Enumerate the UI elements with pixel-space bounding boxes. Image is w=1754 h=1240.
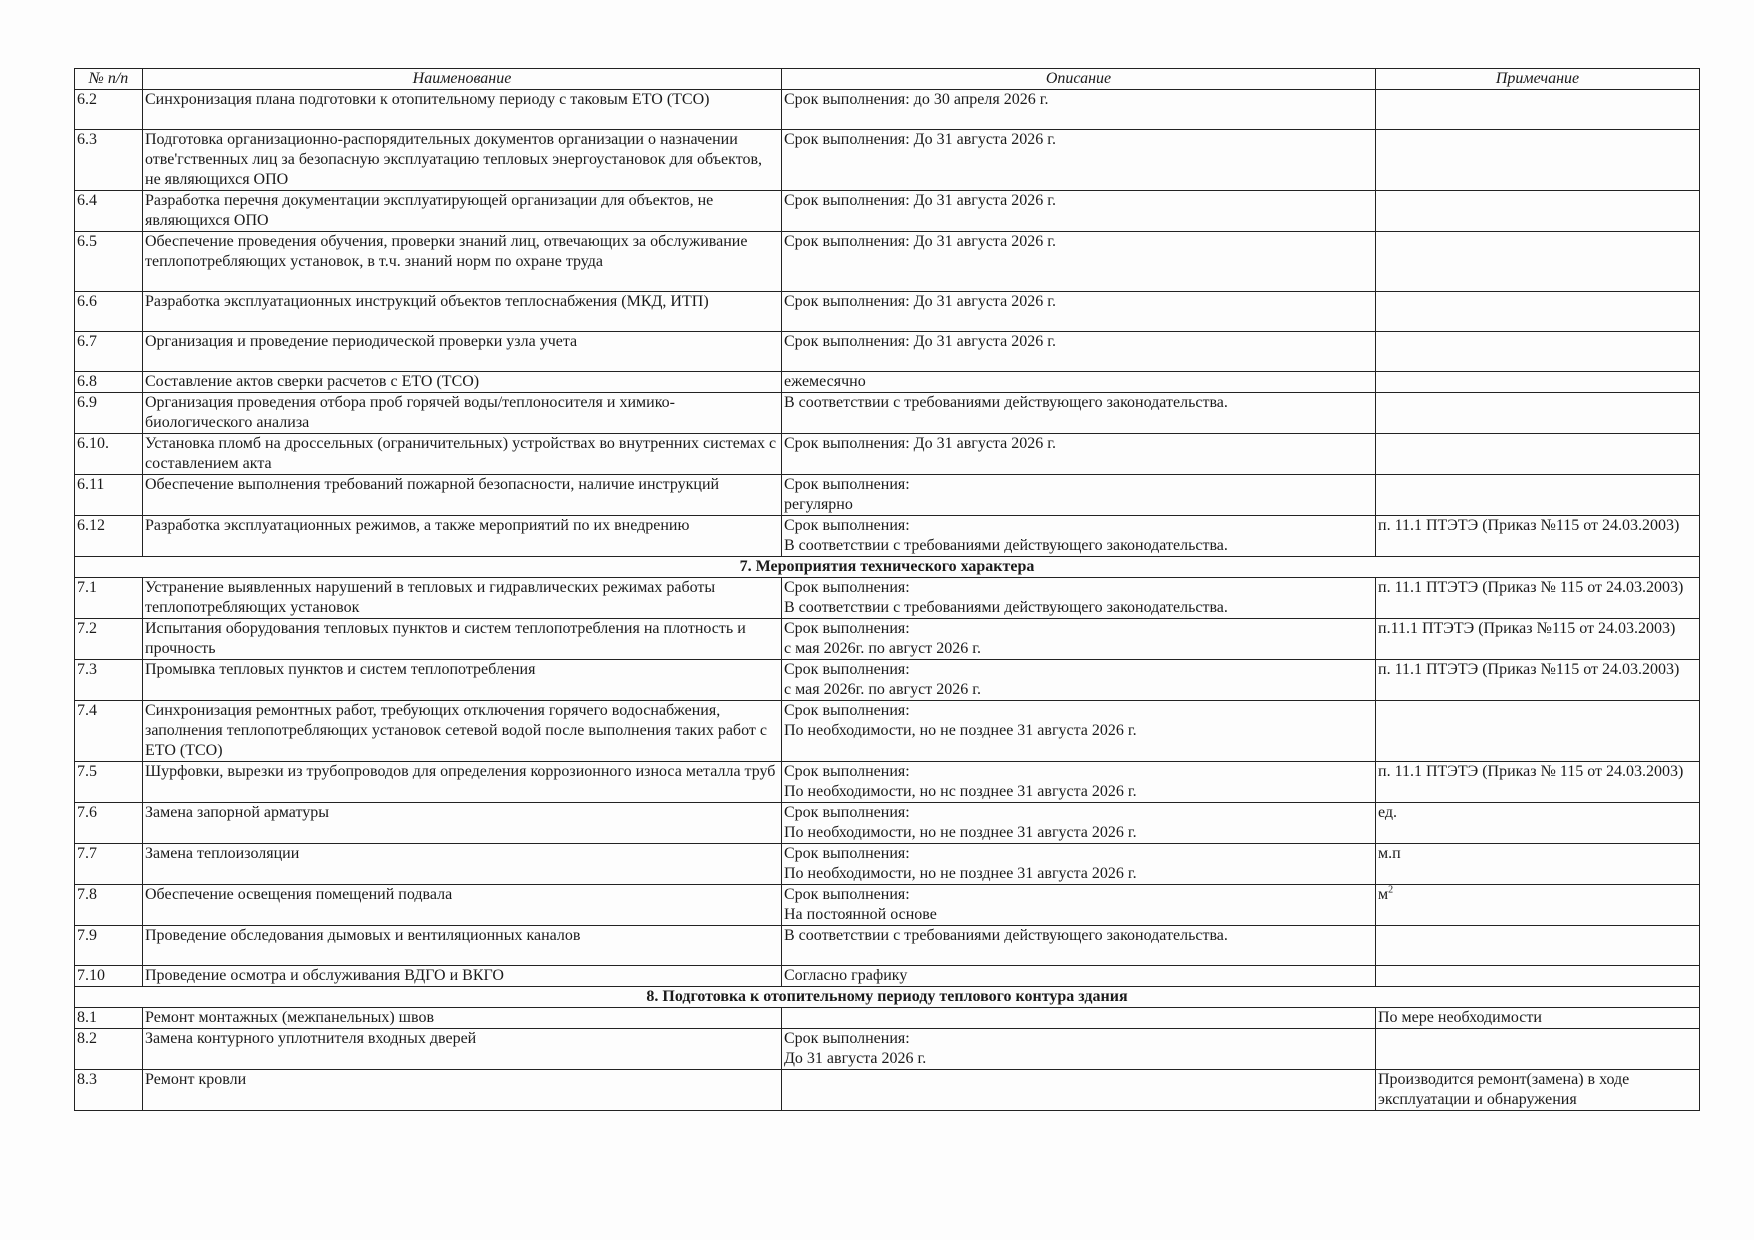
header-desc: Описание: [782, 69, 1376, 90]
row-name: Организация проведения отбора проб горячей воды/теплоносителя и химико-биологического анализа: [143, 393, 782, 434]
row-desc: [782, 475, 1376, 516]
row-num: 6.9: [75, 393, 143, 434]
row-num: 7.2: [75, 619, 143, 660]
desc-line: Срок выполнения:: [784, 886, 910, 903]
row-note: п. 11.1 ПТЭТЭ (Приказ №115 от 24.03.2003): [1376, 516, 1700, 557]
row-name: Синхронизация ремонтных работ, требующих отключения горячего водоснабжения, заполнения теплопотребляющих установок сетевой водой после выполнения таких работ с ЕТО (ТСО): [143, 701, 782, 762]
row-name: Шурфовки, вырезки из трубопроводов для определения коррозионного износа металла труб: [143, 762, 782, 803]
row-note: п.11.1 ПТЭТЭ (Приказ №115 от 24.03.2003): [1376, 619, 1700, 660]
row-name: Организация и проведение периодической проверки узла учета: [143, 332, 782, 372]
desc-line: Срок выполнения:: [784, 845, 910, 862]
table-row: [75, 844, 1700, 885]
row-name: Промывка тепловых пунктов и систем теплопотребления: [143, 660, 782, 701]
table-row: [75, 393, 1700, 434]
row-note: [1376, 475, 1700, 516]
row-desc: Согласно графику: [782, 966, 1376, 987]
row-name: Замена теплоизоляции: [143, 844, 782, 885]
row-note: п. 11.1 ПТЭТЭ (Приказ № 115 от 24.03.2003): [1376, 578, 1700, 619]
row-note: п. 11.1 ПТЭТЭ (Приказ № 115 от 24.03.2003): [1376, 762, 1700, 803]
row-num: 6.4: [75, 191, 143, 232]
desc-line: Срок выполнения:: [784, 579, 910, 596]
row-num: 8.2: [75, 1029, 143, 1070]
row-name: Замена контурного уплотнителя входных дверей: [143, 1029, 782, 1070]
table-row: [75, 1070, 1700, 1111]
row-name: Разработка перечня документации эксплуатирующей организации для объектов, не являющихся ОПО: [143, 191, 782, 232]
row-desc: [782, 660, 1376, 701]
row-name: Подготовка организационно-распорядительных документов организации о назначении отве'гственных лиц за безопасную эксплуатацию тепловых энергоустановок для объектов, не являющихся ОПО: [143, 130, 782, 191]
row-note: ед.: [1376, 803, 1700, 844]
table-row: [75, 1029, 1700, 1070]
row-desc: В соответствии с требованиями действующего законодательства.: [782, 926, 1376, 966]
header-num: № п/п: [75, 69, 143, 90]
row-desc: [782, 701, 1376, 762]
row-note: [1376, 191, 1700, 232]
row-desc: Срок выполнения: до 30 апреля 2026 г.: [782, 90, 1376, 130]
table-row: [75, 885, 1700, 926]
row-num: 7.8: [75, 885, 143, 926]
row-desc: [782, 1029, 1376, 1070]
row-note: [1376, 232, 1700, 292]
section-title: 7. Мероприятия технического характера: [75, 557, 1700, 578]
table-row: [75, 232, 1700, 292]
unit-exponent: 2: [1388, 884, 1394, 896]
table-header: [75, 69, 1700, 90]
row-note: [1376, 1029, 1700, 1070]
row-name: Установка пломб на дроссельных (ограничительных) устройствах во внутренних системах с составлением акта: [143, 434, 782, 475]
row-note: [1376, 701, 1700, 762]
row-name: Проведение осмотра и обслуживания ВДГО и ВКГО: [143, 966, 782, 987]
row-desc: ежемесячно: [782, 372, 1376, 393]
row-desc: [782, 844, 1376, 885]
desc-line: В соответствии с требованиями действующего законодательства.: [784, 537, 1228, 554]
desc-line: До 31 августа 2026 г.: [784, 1050, 927, 1067]
row-note: [1376, 393, 1700, 434]
header-name: Наименование: [143, 69, 782, 90]
row-note: [1376, 130, 1700, 191]
table-row: [75, 701, 1700, 762]
row-num: 6.10.: [75, 434, 143, 475]
row-note: [1376, 90, 1700, 130]
table-row: [75, 191, 1700, 232]
row-desc: Срок выполнения: До 31 августа 2026 г.: [782, 191, 1376, 232]
desc-line: По необходимости, но не позднее 31 августа 2026 г.: [784, 824, 1137, 841]
row-num: 7.4: [75, 701, 143, 762]
desc-line: Срок выполнения:: [784, 517, 910, 534]
row-note: [1376, 926, 1700, 966]
desc-line: На постоянной основе: [784, 906, 937, 923]
row-desc: [782, 516, 1376, 557]
table-row: [75, 130, 1700, 191]
row-name: Ремонт монтажных (межпанельных) швов: [143, 1008, 782, 1029]
desc-line: Срок выполнения:: [784, 763, 910, 780]
row-num: 7.3: [75, 660, 143, 701]
row-note: [1376, 434, 1700, 475]
row-note: м.п: [1376, 844, 1700, 885]
row-num: 7.10: [75, 966, 143, 987]
row-desc: В соответствии с требованиями действующего законодательства.: [782, 393, 1376, 434]
row-num: 6.11: [75, 475, 143, 516]
row-num: 7.5: [75, 762, 143, 803]
table-row: [75, 578, 1700, 619]
desc-line: с мая 2026г. по август 2026 г.: [784, 681, 981, 698]
row-name: Разработка эксплуатационных режимов, а также мероприятий по их внедрению: [143, 516, 782, 557]
table-row: [75, 1008, 1700, 1029]
row-desc: [782, 885, 1376, 926]
row-num: 6.6: [75, 292, 143, 332]
desc-line: регулярно: [784, 496, 853, 513]
table-row: [75, 966, 1700, 987]
desc-line: По необходимости, но нс позднее 31 августа 2026 г.: [784, 783, 1137, 800]
unit-label: м: [1378, 886, 1389, 903]
table-row: [75, 292, 1700, 332]
row-name: Обеспечение освещения помещений подвала: [143, 885, 782, 926]
row-num: 8.1: [75, 1008, 143, 1029]
table-row: [75, 619, 1700, 660]
desc-line: Срок выполнения:: [784, 804, 910, 821]
row-name: Обеспечение выполнения требований пожарной безопасности, наличие инструкций: [143, 475, 782, 516]
row-note: [1376, 292, 1700, 332]
row-name: Составление актов сверки расчетов с ЕТО (ТСО): [143, 372, 782, 393]
row-desc: [782, 1008, 1376, 1029]
row-num: 6.12: [75, 516, 143, 557]
desc-line: Срок выполнения:: [784, 620, 910, 637]
row-name: Замена запорной арматуры: [143, 803, 782, 844]
row-desc: [782, 803, 1376, 844]
row-desc: Срок выполнения: До 31 августа 2026 г.: [782, 332, 1376, 372]
table-row: [75, 516, 1700, 557]
desc-line: Срок выполнения:: [784, 702, 910, 719]
row-num: 7.9: [75, 926, 143, 966]
row-name: Разработка эксплуатационных инструкций объектов теплоснабжения (МКД, ИТП): [143, 292, 782, 332]
desc-line: По необходимости, но не позднее 31 августа 2026 г.: [784, 722, 1137, 739]
row-note: [1376, 332, 1700, 372]
desc-line: Срок выполнения:: [784, 1030, 910, 1047]
row-name: Испытания оборудования тепловых пунктов и систем теплопотребления на плотность и прочность: [143, 619, 782, 660]
row-num: 7.7: [75, 844, 143, 885]
row-name: Синхронизация плана подготовки к отопительному периоду с таковым ЕТО (ТСО): [143, 90, 782, 130]
row-desc: [782, 619, 1376, 660]
table-row: [75, 803, 1700, 844]
row-num: 7.1: [75, 578, 143, 619]
row-desc: Срок выполнения: До 31 августа 2026 г.: [782, 434, 1376, 475]
row-num: 8.3: [75, 1070, 143, 1111]
section-title: 8. Подготовка к отопительному периоду теплового контура здания: [75, 987, 1700, 1008]
row-num: 6.2: [75, 90, 143, 130]
table-row: [75, 90, 1700, 130]
table-row: [75, 475, 1700, 516]
row-num: 7.6: [75, 803, 143, 844]
row-note: Производится ремонт(замена) в ходе эксплуатации и обнаружения: [1376, 1070, 1700, 1111]
header-note: Примечание: [1376, 69, 1700, 90]
row-name: Обеспечение проведения обучения, проверки знаний лиц, отвечающих за обслуживание теплопотребляющих установок, в т.ч. знаний норм по охране труда: [143, 232, 782, 292]
table-row: [75, 434, 1700, 475]
desc-line: По необходимости, но не позднее 31 августа 2026 г.: [784, 865, 1137, 882]
row-num: 6.8: [75, 372, 143, 393]
row-desc: [782, 1070, 1376, 1111]
row-desc: [782, 762, 1376, 803]
row-num: 6.7: [75, 332, 143, 372]
table-row: [75, 372, 1700, 393]
row-note: По мере необходимости: [1376, 1008, 1700, 1029]
table-row: [75, 762, 1700, 803]
row-name: Проведение обследования дымовых и вентиляционных каналов: [143, 926, 782, 966]
row-desc: [782, 578, 1376, 619]
row-name: Устранение выявленных нарушений в тепловых и гидравлических режимах работы теплопотребляющих установок: [143, 578, 782, 619]
table-row: [75, 660, 1700, 701]
row-note: [1376, 966, 1700, 987]
desc-line: Срок выполнения:: [784, 476, 910, 493]
row-note: [1376, 372, 1700, 393]
row-name: Ремонт кровли: [143, 1070, 782, 1111]
section-header: [75, 557, 1700, 578]
row-num: 6.5: [75, 232, 143, 292]
row-desc: Срок выполнения: До 31 августа 2026 г.: [782, 232, 1376, 292]
table-row: [75, 926, 1700, 966]
desc-line: В соответствии с требованиями действующего законодательства.: [784, 599, 1228, 616]
row-note: [1376, 885, 1700, 926]
desc-line: Срок выполнения:: [784, 661, 910, 678]
row-desc: Срок выполнения: До 31 августа 2026 г.: [782, 130, 1376, 191]
row-num: 6.3: [75, 130, 143, 191]
work-plan-table: [74, 68, 1700, 1111]
table-row: [75, 332, 1700, 372]
desc-line: с мая 2026г. по август 2026 г.: [784, 640, 981, 657]
section-header: [75, 987, 1700, 1008]
row-desc: Срок выполнения: До 31 августа 2026 г.: [782, 292, 1376, 332]
row-note: п. 11.1 ПТЭТЭ (Приказ №115 от 24.03.2003): [1376, 660, 1700, 701]
